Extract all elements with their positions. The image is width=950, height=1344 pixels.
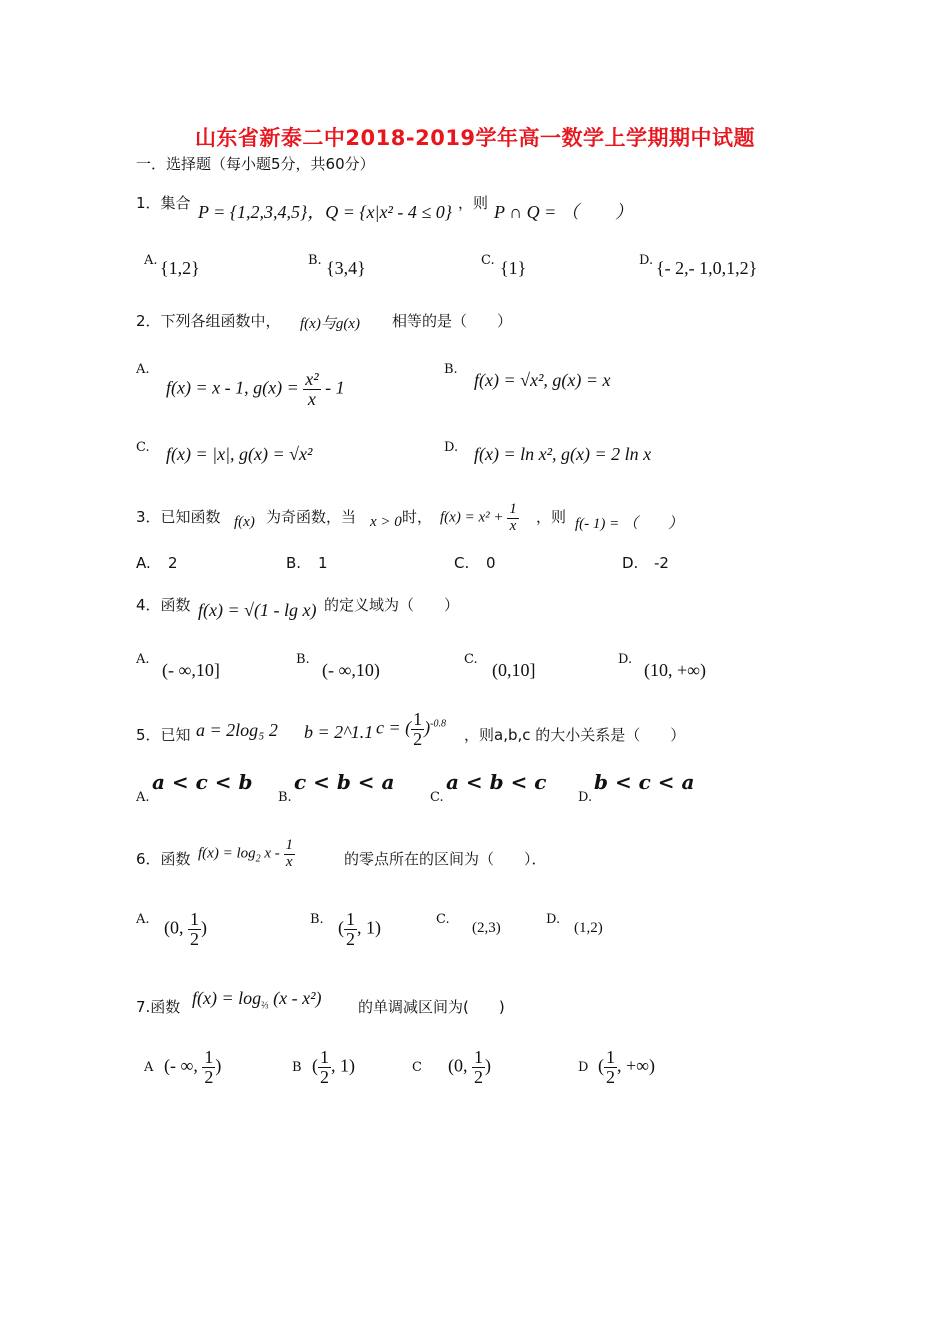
- q7-option-a: (- ∞, $\frac{1}{2}$ ): [164, 1047, 222, 1087]
- q3-option-a: 2: [168, 554, 178, 572]
- q4-tail: 的定义域为（ ）: [324, 596, 460, 614]
- q4-option-c-label: C.: [464, 652, 478, 667]
- q5-tail: ，则a,b,c 的大小关系是（ ）: [464, 726, 686, 744]
- q1-option-c: {1}: [500, 258, 527, 278]
- q1-option-a-label: A.: [144, 253, 158, 268]
- q1-then: ，则: [458, 194, 489, 212]
- q7-tail: 的单调减区间为( ): [358, 998, 505, 1016]
- q2-stem: 2．下列各组函数中，: [136, 312, 281, 330]
- q3-fx: f(x): [234, 514, 255, 530]
- q6-option-d-label: D.: [546, 912, 561, 927]
- q1-option-b: {3,4}: [326, 258, 366, 278]
- q5-option-b: c < b < a: [294, 770, 395, 794]
- q2-option-c: f(x) = |x|, g(x) = √x²: [166, 444, 313, 464]
- q1-option-c-label: C.: [481, 253, 495, 268]
- q5-option-a: a < c < b: [152, 770, 253, 794]
- q5-a: a = 2log₅ 2: [196, 720, 278, 740]
- q5-option-b-label: B.: [278, 790, 292, 805]
- q2-option-a-label: A.: [136, 362, 150, 377]
- q2-option-d: f(x) = ln x², g(x) = 2 ln x: [474, 444, 652, 464]
- q1-option-d: {- 2,- 1,0,1,2}: [656, 258, 758, 278]
- q3-then: ，则: [536, 508, 567, 526]
- q6-option-a-label: A.: [136, 912, 150, 927]
- q4-option-a-label: A.: [136, 652, 150, 667]
- q5-stem: 5．已知: [136, 726, 191, 744]
- q1-option-d-label: D.: [639, 253, 654, 268]
- q2-option-c-label: C.: [136, 440, 150, 455]
- q2-tail: 相等的是（ ）: [392, 312, 513, 330]
- q6-option-d: (1,2): [574, 920, 603, 936]
- q7-option-b: ( $\frac{1}{2}$ , 1): [312, 1047, 355, 1087]
- q5-option-c-label: C.: [430, 790, 444, 805]
- q5-c: c = ( $\frac{1}{2}$ )$^{-0.8}$: [376, 709, 446, 749]
- q7-stem: 7.函数: [136, 998, 181, 1016]
- q1-ask: P ∩ Q = （ ）: [494, 202, 633, 222]
- q7-option-c-label: C: [412, 1060, 422, 1075]
- q4-option-c: (0,10]: [492, 660, 536, 680]
- q1-option-b-label: B.: [308, 253, 322, 268]
- q3-option-d-label: D.: [622, 554, 639, 572]
- q7-expr: $f(x) = \log_{\frac{2}{3}} (x - x^2)$: [192, 988, 322, 1012]
- q6-stem: 6．函数: [136, 850, 191, 868]
- q4-expr: f(x) = √(1 - lg x): [198, 600, 317, 620]
- q3-option-c: 0: [486, 554, 496, 572]
- q2-expr: f(x)与g(x): [300, 316, 360, 332]
- q6-option-a: (0, $\frac{1}{2}$ ): [164, 909, 207, 949]
- q5-option-a-label: A.: [136, 790, 150, 805]
- q6-option-c: (2,3): [472, 920, 501, 936]
- q4-option-d: (10, +∞): [644, 660, 706, 680]
- q6-option-c-label: C.: [436, 912, 450, 927]
- page-title: 山东省新泰二中2018-2019学年高一数学上学期期中试题: [194, 126, 756, 150]
- q1-option-a: {1,2}: [160, 258, 200, 278]
- q3-ask: f(- 1) = （ ）: [575, 516, 684, 532]
- q7-option-d-label: D: [578, 1060, 589, 1075]
- q4-option-b-label: B.: [296, 652, 310, 667]
- q5-b: b = 2^1.1: [304, 722, 374, 742]
- q3-def: f(x) = x² + $\frac{1}{x}$: [440, 501, 517, 534]
- q2-option-b: f(x) = √x², g(x) = x: [474, 370, 611, 390]
- q4-option-d-label: D.: [618, 652, 633, 667]
- q3-option-d: -2: [654, 554, 669, 572]
- q7-option-a-label: A: [144, 1060, 154, 1075]
- q6-tail: 的零点所在的区间为（ ）．: [344, 850, 547, 868]
- q3-option-a-label: A.: [136, 554, 151, 572]
- q4-option-b: (- ∞,10): [322, 660, 380, 680]
- q2-option-b-label: B.: [444, 362, 458, 377]
- section-heading: 一．选择题（每小题5分，共60分）: [136, 155, 375, 173]
- q7-option-d: ( $\frac{1}{2}$ , +∞): [598, 1047, 655, 1087]
- q3-cond: x > 0: [370, 514, 402, 530]
- q1-stem: 1．集合: [136, 194, 191, 212]
- q3-option-b: 1: [318, 554, 328, 572]
- q6-option-b-label: B.: [310, 912, 324, 927]
- q1-expr: P = {1,2,3,4,5}，Q = {x|x² - 4 ≤ 0}: [198, 202, 452, 222]
- q5-option-c: a < b < c: [446, 770, 547, 794]
- q5-option-d-label: D.: [578, 790, 593, 805]
- q2-option-d-label: D.: [444, 440, 459, 455]
- q4-option-a: (- ∞,10]: [162, 660, 220, 680]
- q5-option-d: b < c < a: [594, 770, 695, 794]
- q7-option-c: (0, $\frac{1}{2}$ ): [448, 1047, 491, 1087]
- q3-odd: 为奇函数，当: [266, 508, 357, 526]
- q6-expr: $f(x) = \log_2 x$ - $\frac{1}{x}$: [198, 837, 294, 870]
- q6-option-b: ( $\frac{1}{2}$ , 1): [338, 909, 381, 949]
- q3-stem: 3．已知函数: [136, 508, 221, 526]
- q4-stem: 4．函数: [136, 596, 191, 614]
- q7-option-b-label: B: [292, 1060, 302, 1075]
- q3-option-b-label: B.: [286, 554, 302, 572]
- q3-time: 时，: [402, 508, 433, 526]
- q2-option-a: f(x) = x - 1, g(x) = $\frac{\text{x²}}{x}$ - 1: [166, 369, 345, 409]
- q3-option-c-label: C.: [454, 554, 470, 572]
